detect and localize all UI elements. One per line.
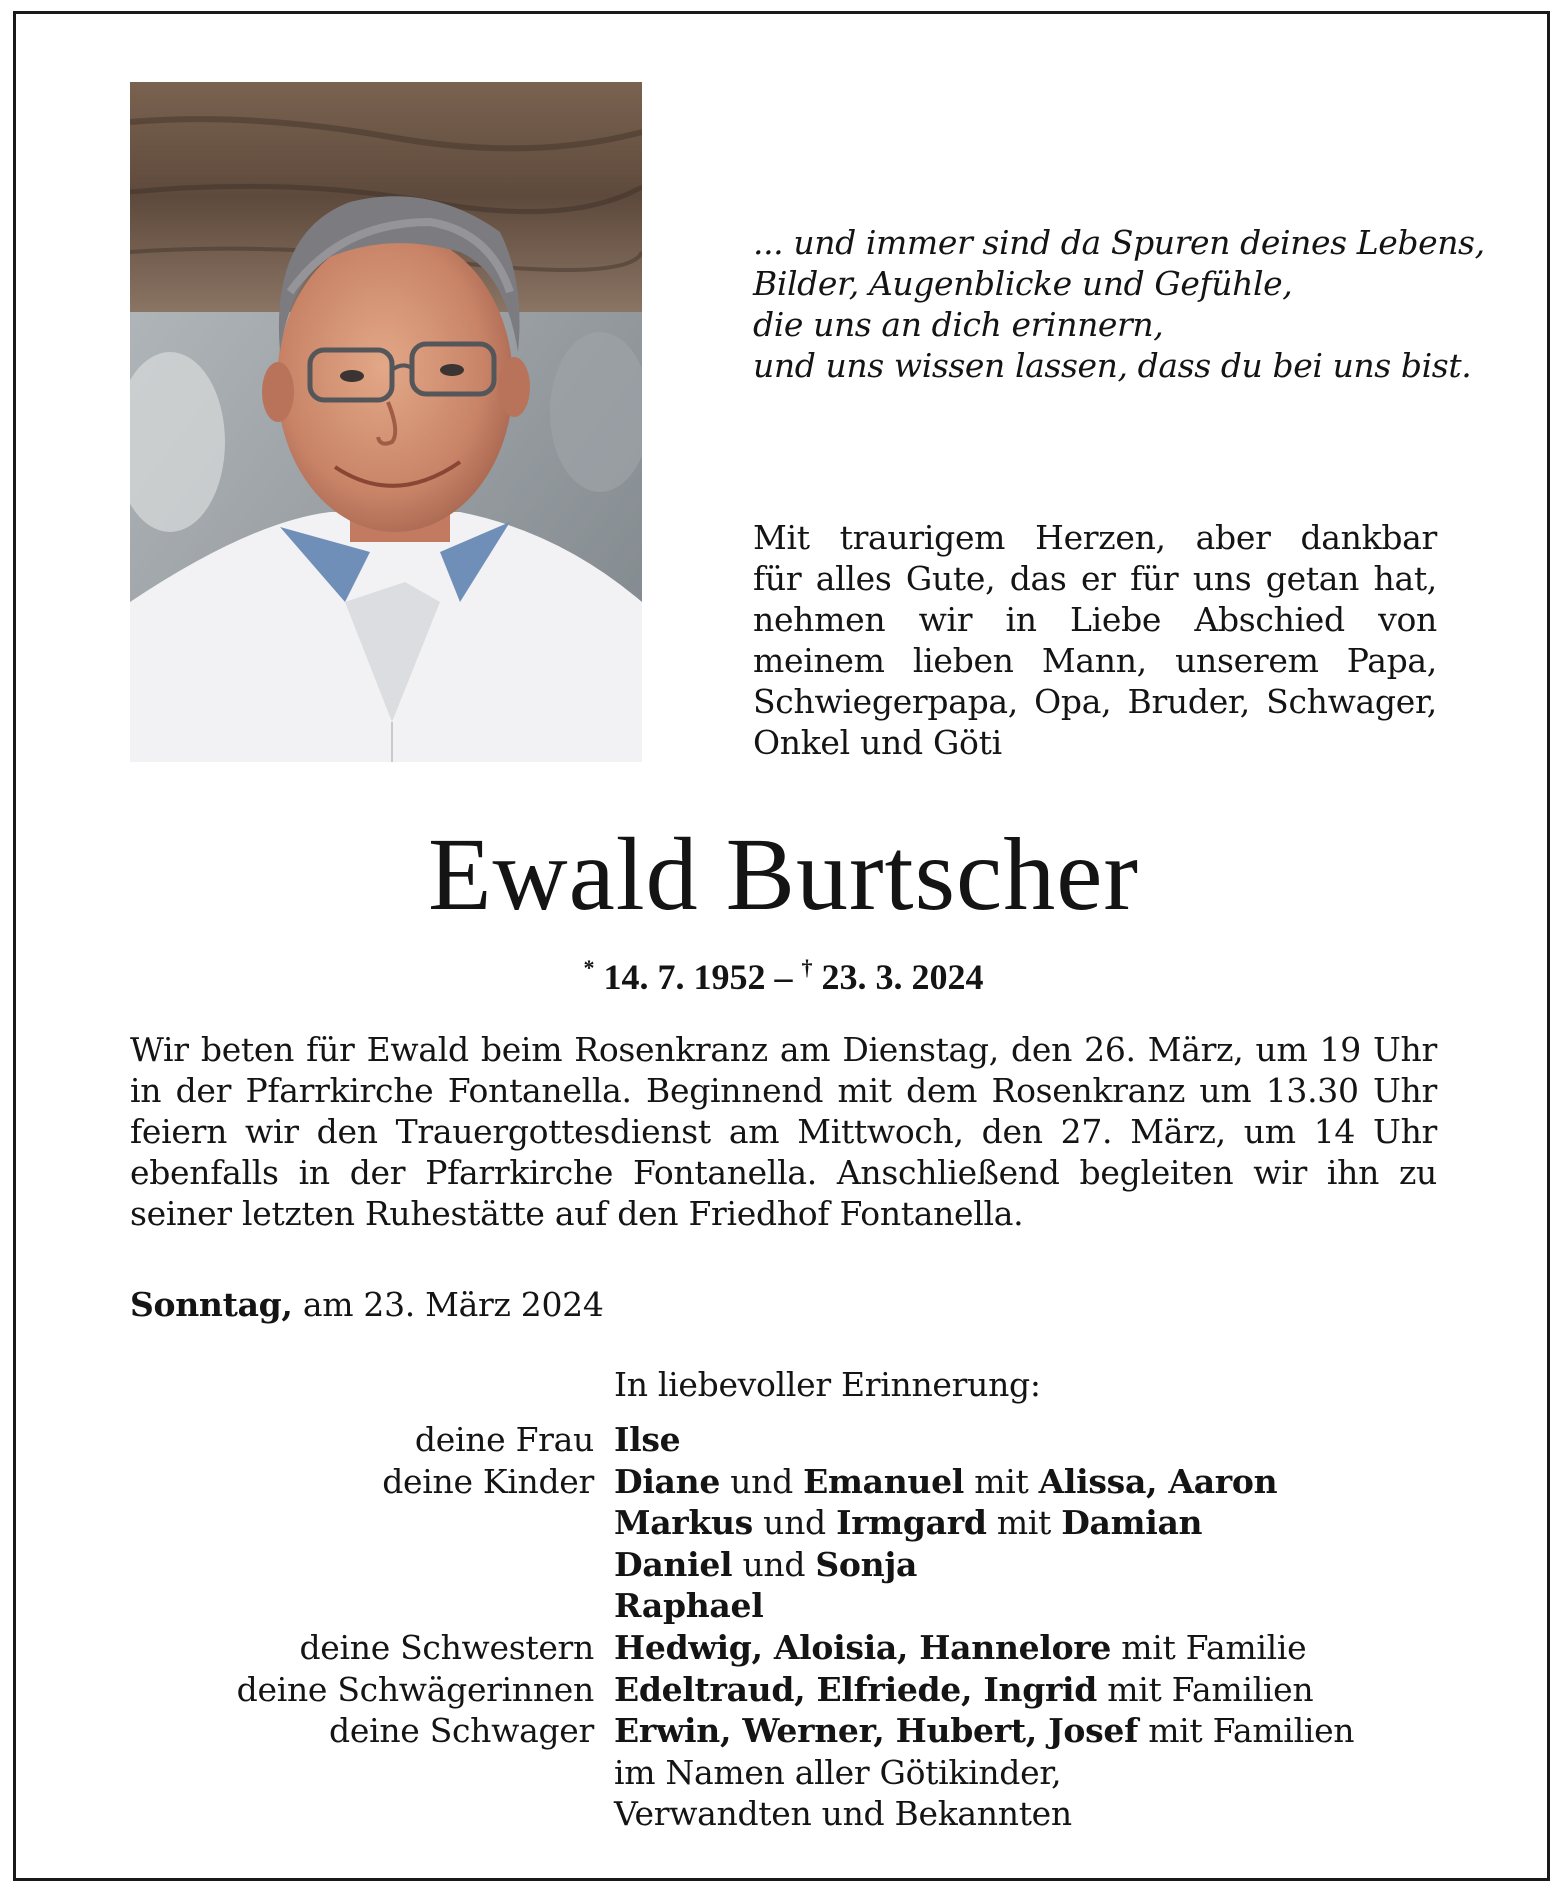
- dateline-weekday: Sonntag,: [130, 1285, 293, 1324]
- mourners-list: [0, 1419, 1567, 1835]
- connector-text: und: [732, 1544, 816, 1584]
- service-line: seiner letzten Ruhestätte auf den Friedhof Fontanella.: [130, 1194, 1024, 1233]
- relation-label: deine Schwager: [329, 1711, 594, 1751]
- mourner-row: [0, 1502, 1567, 1544]
- mourner-row: [0, 1627, 1567, 1669]
- connector-text: und: [720, 1461, 804, 1501]
- mourner-name: Hedwig, Aloisia, Hannelore: [614, 1627, 1112, 1667]
- mourner-name: Damian: [1061, 1503, 1203, 1543]
- mourner-names: [614, 1669, 1313, 1711]
- mourner-row: [0, 1419, 1567, 1461]
- relation-label: deine Kinder: [382, 1461, 594, 1501]
- mourner-name: Alissa, Aaron: [1038, 1461, 1278, 1501]
- service-line: Wir beten für Ewald beim Rosenkranz am Dienstag, den 26. März, um 19 Uhr: [130, 1030, 1437, 1069]
- intro-line: für alles Gute, das er für uns getan hat,: [753, 559, 1437, 598]
- life-dates: [0, 946, 1567, 999]
- mourner-names: [614, 1502, 1202, 1544]
- intro-line: nehmen wir in Liebe Abschied von: [753, 600, 1437, 639]
- mourner-name: Diane: [614, 1461, 721, 1501]
- mourner-names: [614, 1627, 1306, 1669]
- connector-text: mit Familien: [1097, 1669, 1314, 1709]
- date-separator: –: [774, 957, 793, 997]
- poem: [753, 222, 1485, 386]
- mourner-names: [614, 1752, 1061, 1794]
- relation-label: deine Schwestern: [299, 1627, 594, 1667]
- intro-line: Mit traurigem Herzen, aber dankbar: [753, 518, 1437, 557]
- mourner-name: Raphael: [614, 1586, 764, 1626]
- mourner-row: [0, 1669, 1567, 1711]
- intro-text: [753, 517, 1437, 763]
- mourner-names: [614, 1793, 1072, 1835]
- birth-date: 14. 7. 1952: [603, 957, 766, 997]
- connector-text: Verwandten und Bekannten: [614, 1794, 1072, 1834]
- mourner-name: Markus: [614, 1503, 753, 1543]
- portrait-photo: [130, 82, 642, 762]
- mourner-row: [0, 1710, 1567, 1752]
- mourner-name: Irmgard: [836, 1503, 987, 1543]
- mourner-names: [614, 1544, 917, 1586]
- deceased-name: Ewald Burtscher: [427, 817, 1139, 932]
- poem-line: ... und immer sind da Spuren deines Lebens,: [753, 223, 1485, 262]
- connector-text: mit: [986, 1503, 1062, 1543]
- dateline: [130, 1284, 604, 1325]
- mourner-name: Sonja: [815, 1544, 918, 1584]
- mourner-row: [0, 1793, 1567, 1835]
- mourner-row: [0, 1752, 1567, 1794]
- mourner-name: Daniel: [614, 1544, 733, 1584]
- mourner-names: [614, 1585, 763, 1627]
- service-text: [130, 1029, 1437, 1234]
- mourner-names: [614, 1710, 1354, 1752]
- mourner-name: Ilse: [614, 1420, 681, 1459]
- mourner-names: [614, 1419, 680, 1461]
- relation-label: deine Frau: [414, 1420, 594, 1459]
- intro-line: Onkel und Göti: [753, 723, 1002, 762]
- mourner-name: Erwin, Werner, Hubert, Josef: [614, 1711, 1138, 1751]
- intro-line: Schwiegerpapa, Opa, Bruder, Schwager,: [753, 682, 1437, 721]
- mourner-row: [0, 1544, 1567, 1586]
- poem-line: und uns wissen lassen, dass du bei uns bist.: [753, 346, 1472, 385]
- service-line: ebenfalls in der Pfarrkirche Fontanella. Anschließend begleiten wir ihn zu: [130, 1153, 1437, 1192]
- mourner-name: Emanuel: [803, 1461, 965, 1501]
- dateline-date: am 23. März 2024: [302, 1285, 604, 1324]
- intro-line: meinem lieben Mann, unserem Papa,: [753, 641, 1437, 680]
- connector-text: im Namen aller Götikinder,: [614, 1752, 1062, 1792]
- mourner-row: [0, 1585, 1567, 1627]
- connector-text: mit Familie: [1111, 1627, 1307, 1667]
- service-line: feiern wir den Trauergottesdienst am Mittwoch, den 27. März, um 14 Uhr: [130, 1112, 1437, 1151]
- relation-label: deine Schwägerinnen: [236, 1669, 594, 1709]
- connector-text: mit: [964, 1461, 1039, 1501]
- poem-line: die uns an dich erinnern,: [753, 305, 1164, 344]
- mourner-name: Edeltraud, Elfriede, Ingrid: [614, 1669, 1098, 1709]
- service-line: in der Pfarrkirche Fontanella. Beginnend mit dem Rosenkranz um 13.30 Uhr: [130, 1071, 1437, 1110]
- death-date: 23. 3. 2024: [821, 957, 984, 997]
- connector-text: und: [752, 1503, 837, 1543]
- mourner-row: [0, 1461, 1567, 1503]
- poem-line: Bilder, Augenblicke und Gefühle,: [753, 264, 1293, 303]
- mourner-names: [614, 1461, 1277, 1503]
- memory-heading: In liebevoller Erinnerung:: [614, 1365, 1041, 1404]
- birth-symbol: *: [583, 955, 595, 980]
- connector-text: mit Familien: [1138, 1711, 1355, 1751]
- death-symbol: †: [801, 955, 813, 980]
